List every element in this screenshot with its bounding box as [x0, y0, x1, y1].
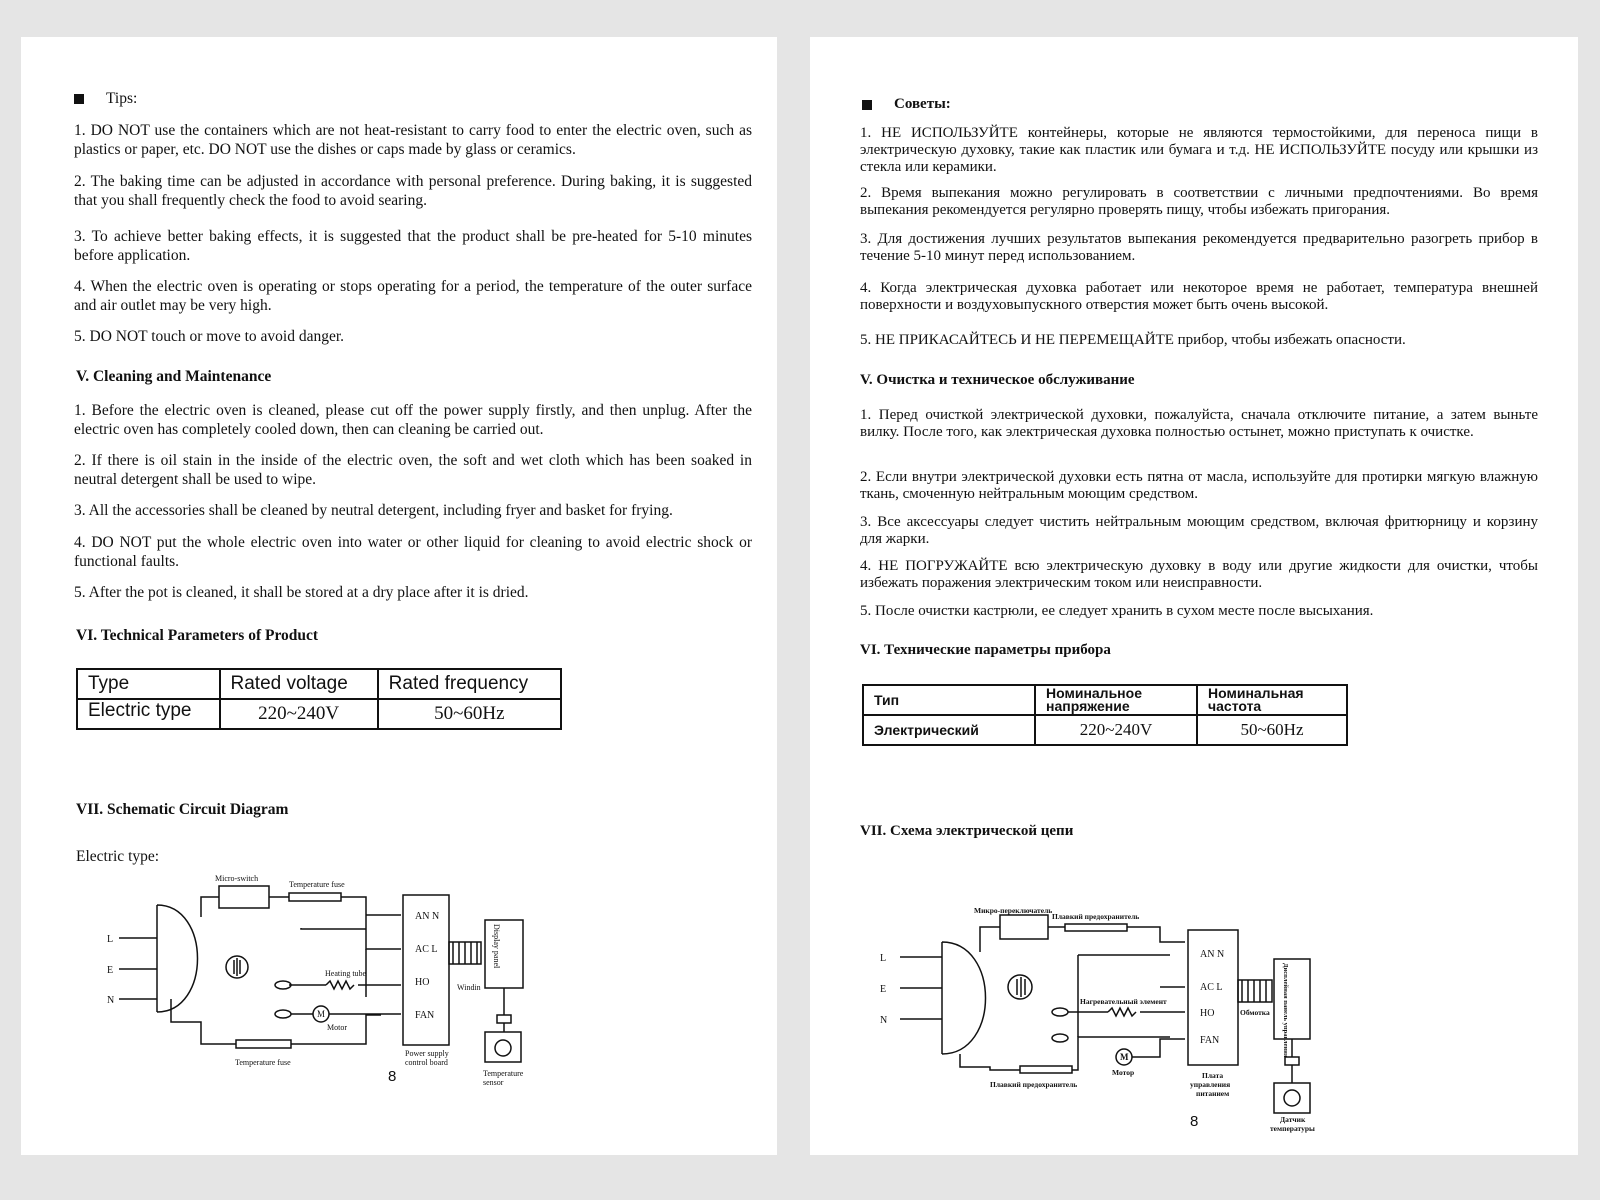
label-temperature-fuse-top: Плавкий предохранитель [1052, 912, 1140, 921]
pin-ann: AN N [415, 911, 440, 922]
label-sensor-2: температуры [1270, 1124, 1315, 1133]
tip-2: 2. The baking time can be adjusted in accordance with personal preference. During baking, it is suggested that you shall frequently check the food to avoid searing. [74, 173, 752, 209]
ground-symbol-icon [1008, 975, 1032, 999]
spec-header-voltage: Номинальное напряжение [1035, 685, 1197, 715]
pin-fan: FAN [1200, 1035, 1220, 1046]
tip-5: 5. НЕ ПРИКАСАЙТЕСЬ И НЕ ПЕРЕМЕЩАЙТЕ прибор, чтобы избежать опасности. [860, 332, 1406, 348]
spec-header-type: Тип [863, 685, 1035, 715]
russian-page [810, 37, 1578, 1155]
spec-header-frequency: Rated frequency [378, 669, 561, 699]
terminal-L: L [107, 934, 114, 945]
label-sensor-1: Датчик [1280, 1115, 1306, 1124]
label-winding: Windin [457, 983, 481, 992]
circuit-diagram [810, 37, 1578, 1155]
label-heating-tube: Нагревательный элемент [1080, 997, 1167, 1006]
label-micro-switch: Micro-switch [215, 874, 259, 883]
spec-header-frequency: Номинальная частота [1197, 685, 1347, 715]
tip-4: 4. Когда электрическая духовка работает или некоторое время не работает, температура внешней поверхности и воздуховыпускного отверстия может быть очень высокой. [860, 280, 1538, 313]
label-board-1: Плата [1202, 1071, 1224, 1080]
label-motor: Мотор [1112, 1068, 1135, 1077]
temperature-fuse-top [289, 893, 341, 901]
terminal-L: L [880, 953, 887, 964]
pin-ho: HO [415, 977, 430, 988]
label-board-1: Power supply [405, 1049, 449, 1058]
spec-cell-frequency: 50~60Hz [1197, 715, 1347, 745]
temperature-sensor [485, 1032, 521, 1062]
circuit-diagram [21, 37, 777, 1155]
terminal-N: N [880, 1015, 888, 1026]
label-heating-tube: Heating tube [325, 969, 367, 978]
label-winding: Обмотка [1240, 1008, 1270, 1017]
tip-3: 3. Для достижения лучших результатов выпекания рекомендуется предварительно разогреть прибор в течение 5-10 минут перед использованием. [860, 231, 1538, 264]
page-number: 8 [1190, 1113, 1199, 1130]
cleaning-5: 5. После очистки кастрюли, ее следует хранить в сухом месте после высыхания. [860, 603, 1374, 619]
temperature-sensor [1274, 1083, 1310, 1113]
temperature-fuse-bottom [1020, 1066, 1072, 1073]
spec-cell-type: Электрический [863, 715, 1035, 745]
cleaning-2: 2. If there is oil stain in the inside of the electric oven, the soft and wet cloth which has been soaked in neutral detergent shall be used to wipe. [74, 452, 752, 488]
label-display-panel: Дисплейная панель управления [1282, 963, 1289, 1058]
winding-connector [1238, 980, 1272, 1002]
terminal-E: E [880, 984, 887, 995]
label-board-3: питанием [1196, 1089, 1230, 1098]
label-sensor-1: Temperature [483, 1069, 524, 1078]
tip-1: 1. DO NOT use the containers which are not heat-resistant to carry food to enter the electric oven, such as plastics or paper, etc. DO NOT use the dishes or caps made by glass or ceramics. [74, 122, 752, 158]
label-temperature-fuse-top: Temperature fuse [289, 880, 345, 889]
cleaning-heading: V. Очистка и техническое обслуживание [860, 372, 1135, 388]
page-number: 8 [388, 1068, 397, 1085]
cleaning-5: 5. After the pot is cleaned, it shall be stored at a dry place after it is dried. [74, 584, 529, 601]
pin-acl: AC L [1200, 982, 1223, 993]
spec-cell-voltage: 220~240V [1035, 715, 1197, 745]
label-display-panel: Display panel [492, 924, 501, 969]
cleaning-1: 1. Before the electric oven is cleaned, please cut off the power supply firstly, and then unplug. After the electric oven has completely cooled down, then can cleaning be carried out. [74, 402, 752, 438]
cleaning-1: 1. Перед очисткой электрической духовки, пожалуйста, сначала отключите питание, а затем выньте вилку. После того, как электрическая духовка полностью остынет, можно приступать к очистке. [860, 407, 1538, 440]
spec-header-type: Type [77, 669, 220, 699]
temperature-fuse-bottom [236, 1040, 291, 1048]
heating-element-zigzag [326, 981, 354, 989]
circuit-heading: VII. Schematic Circuit Diagram [76, 801, 289, 818]
tech-heading: VI. Technical Parameters of Product [76, 627, 319, 644]
tech-heading: VI. Технические параметры прибора [860, 642, 1111, 658]
tip-2: 2. Время выпекания можно регулировать в соответствии с личными предпочтениями. Во время выпекания рекомендуется регулярно проверять пищу, чтобы избежать пригорания. [860, 185, 1538, 218]
cleaning-heading: V. Cleaning and Maintenance [76, 368, 272, 385]
cleaning-3: 3. Все аксессуары следует чистить нейтральным моющим средством, включая фритюрницу и корзину для жарки. [860, 514, 1538, 547]
pin-acl: AC L [415, 944, 438, 955]
label-motor: Motor [327, 1023, 347, 1032]
terminal-E: E [107, 965, 114, 976]
temperature-fuse-top [1065, 924, 1127, 931]
cleaning-3: 3. All the accessories shall be cleaned by neutral detergent, including fryer and basket for frying. [74, 502, 673, 519]
tip-3: 3. To achieve better baking effects, it is suggested that the product shall be pre-heated for 5-10 minutes before application. [74, 228, 752, 264]
label-board-2: control board [405, 1058, 448, 1067]
label-sensor-2: sensor [483, 1078, 504, 1087]
spec-cell-voltage: 220~240V [220, 699, 378, 729]
tips-heading: Tips: [74, 89, 137, 108]
pin-fan: FAN [415, 1010, 435, 1021]
plug-shape [942, 942, 986, 1054]
cleaning-4: 4. DO NOT put the whole electric oven into water or other liquid for cleaning to avoid electric shock or functional faults. [74, 534, 752, 570]
label-temperature-fuse-bottom: Плавкий предохранитель [990, 1080, 1078, 1089]
terminal-N: N [107, 995, 115, 1006]
display-panel [485, 920, 523, 988]
english-page [21, 37, 777, 1155]
label-temperature-fuse-bottom: Temperature fuse [235, 1058, 291, 1067]
circuit-heading: VII. Схема электрической цепи [860, 823, 1074, 839]
spec-cell-frequency: 50~60Hz [378, 699, 561, 729]
cleaning-2: 2. Если внутри электрической духовки есть пятна от масла, используйте для протирки мягкую влажную ткань, смоченную нейтральным моющим средством. [860, 469, 1538, 502]
motor-m-glyph: M [1120, 1052, 1129, 1062]
spec-cell-type: Electric type [77, 699, 220, 729]
tip-1: 1. НЕ ИСПОЛЬЗУЙТЕ контейнеры, которые не являются термостойкими, для переноса пищи в электрическую духовку, такие как пластик или бумага и т.д. НЕ ИСПОЛЬЗУЙТЕ посуду или крышки из стекла или керамики. [860, 125, 1538, 175]
display-panel [1274, 959, 1310, 1039]
label-micro-switch: Микро-переключатель [974, 906, 1053, 915]
pin-ho: HO [1200, 1008, 1215, 1019]
plug-shape [157, 905, 198, 1012]
circuit-subheading: Electric type: [76, 848, 160, 865]
label-board-2: управления [1190, 1080, 1231, 1089]
micro-switch [219, 886, 269, 908]
tip-5: 5. DO NOT touch or move to avoid danger. [74, 328, 345, 345]
heating-element-zigzag [1108, 1008, 1136, 1016]
micro-switch [1000, 915, 1048, 939]
cleaning-4: 4. НЕ ПОГРУЖАЙТЕ всю электрическую духовку в воду или другие жидкости для очистки, чтобы избежать поражения электрическим током или неисправности. [860, 558, 1538, 591]
tip-4: 4. When the electric oven is operating or stops operating for a period, the temperature of the outer surface and air outlet may be very high. [74, 278, 752, 314]
motor-m-glyph: M [317, 1009, 326, 1019]
pin-ann: AN N [1200, 949, 1225, 960]
spec-header-voltage: Rated voltage [220, 669, 378, 699]
tips-heading: Советы: [862, 96, 951, 113]
